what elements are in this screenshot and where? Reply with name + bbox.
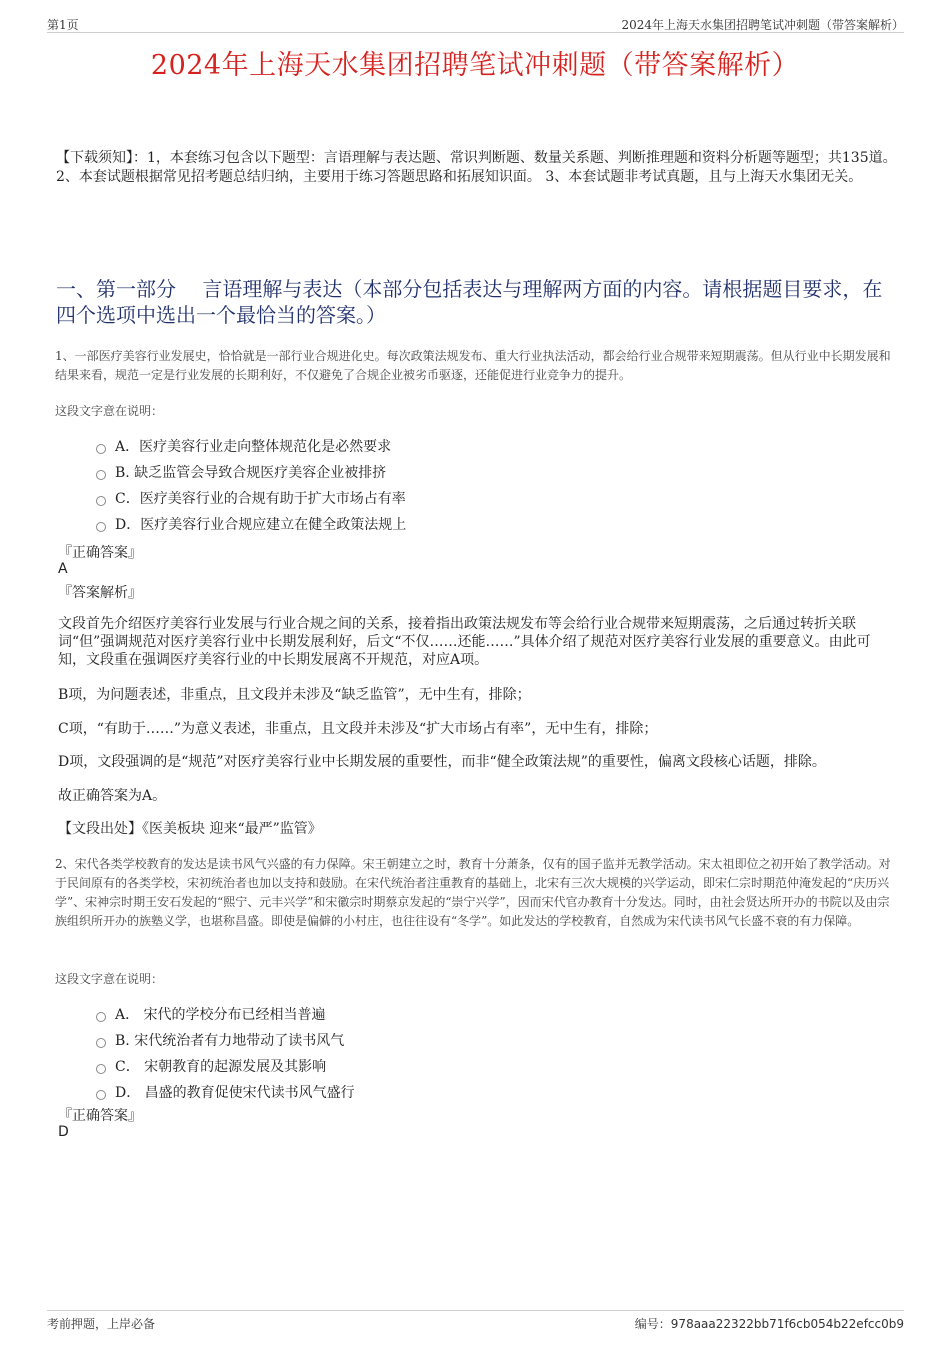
download-notice: 【下载须知】：1，本套练习包含以下题型：言语理解与表达题、常识判断题、数量关系题、判断推理题和资料分析题等题型；共135道。 2、本套试题根据常见招考题总结归纳，主要用于练习答题思路和拓展知识面。 3、本套试题非考试真题，且与上海天水集团无关。 xyxy=(56,150,897,185)
analysis-paragraph: C项，“有助于……”为意义表述，非重点，且文段并未涉及“扩大市场占有率”，无中生有，排除； xyxy=(58,721,658,737)
radio-icon[interactable] xyxy=(96,1064,106,1074)
radio-icon[interactable] xyxy=(96,470,106,480)
footer-code: 编号：978aaa22322bb71f6cb054b22efcc0b9 xyxy=(634,1317,904,1331)
option-b[interactable]: B. 宋代统治者有力地带动了读书风气 xyxy=(96,1027,355,1053)
passage-source: 【文段出处】《医美板块 迎来“最严”监管》 xyxy=(58,821,322,837)
analysis-paragraph: B项，为问题表述，非重点，且文段并未涉及“缺乏监管”，无中生有，排除； xyxy=(58,687,531,703)
question-2-options xyxy=(96,1001,355,1105)
radio-icon[interactable] xyxy=(96,496,106,506)
footer-slogan: 考前押题，上岸必备 xyxy=(47,1317,156,1331)
radio-icon[interactable] xyxy=(96,444,106,454)
answer-label: 『正确答案』 xyxy=(58,545,142,561)
question-1-options xyxy=(96,433,406,537)
radio-icon[interactable] xyxy=(96,1038,106,1048)
section-heading: 一、第一部分 言语理解与表达（本部分包括表达与理解两方面的内容。请根据题目要求，在四个选项中选出一个最恰当的答案。） xyxy=(56,277,883,327)
analysis-paragraph: 文段首先介绍医疗美容行业发展与行业合规之间的关系，接着指出政策法规发布等会给行业合规带来短期震荡，之后通过转折关联词“但”强调规范对医疗美容行业中长期发展利好，后文“不仅……还能……”具体介绍了规范对医疗美容行业发展的重要意义。由此可知，文段重在强调医疗美容行业的中长期发展离不开规范，对应A项。 xyxy=(58,616,871,668)
option-c[interactable]: C． 宋朝教育的起源发展及其影响 xyxy=(96,1053,355,1079)
question-1-ask: 这段文字意在说明： xyxy=(55,404,164,418)
page-number: 第1页 xyxy=(47,18,79,32)
option-b[interactable]: B. 缺乏监管会导致合规医疗美容企业被排挤 xyxy=(96,459,406,485)
answer-label: 『正确答案』 xyxy=(58,1108,142,1124)
page-footer xyxy=(47,1310,904,1333)
option-d[interactable]: D．医疗美容行业合规应建立在健全政策法规上 xyxy=(96,511,406,537)
option-a[interactable]: A．医疗美容行业走向整体规范化是必然要求 xyxy=(96,433,406,459)
analysis-conclusion: 故正确答案为A。 xyxy=(58,788,167,804)
page-title: 2024年上海天水集团招聘笔试冲刺题（带答案解析） xyxy=(150,50,800,81)
page-header xyxy=(47,14,904,33)
analysis-label: 『答案解析』 xyxy=(58,585,142,601)
answer-value: A xyxy=(58,561,68,577)
question-2-stem: 2、宋代各类学校教育的发达是读书风气兴盛的有力保障。宋王朝建立之时，教育十分萧条，仅有的国子监并无教学活动。宋太祖即位之初开始了教学活动。对于民间原有的各类学校，宋初统治者也加以支持和鼓励。在宋代统治者注重教育的基础上，北宋有三次大规模的兴学运动，即宋仁宗时期范仲淹发起的“庆历兴学”、宋神宗时期王安石发起的“熙宁、元丰兴学”和宋徽宗时期蔡京发起的“崇宁兴学”，因而宋代官办教育十分发达。同时，由社会贤达所开办的书院以及由宗族组织所开办的族塾义学，也堪称昌盛。即使是偏僻的小村庄，也往往设有“冬学”。如此发达的学校教育，自然成为宋代读书风气长盛不衰的有力保障。 xyxy=(55,857,891,928)
header-doc-title: 2024年上海天水集团招聘笔试冲刺题（带答案解析） xyxy=(621,18,904,32)
question-2-ask: 这段文字意在说明： xyxy=(55,972,164,986)
answer-value: D xyxy=(58,1124,69,1140)
question-1-stem: 1、一部医疗美容行业发展史，恰恰就是一部行业合规进化史。每次政策法规发布、重大行业执法活动，都会给行业合规带来短期震荡。但从行业中长期发展和结果来看，规范一定是行业发展的长期利好，不仅避免了合规企业被劣币驱逐，还能促进行业竞争力的提升。 xyxy=(55,349,891,382)
radio-icon[interactable] xyxy=(96,522,106,532)
option-a[interactable]: A． 宋代的学校分布已经相当普遍 xyxy=(96,1001,355,1027)
option-d[interactable]: D． 昌盛的教育促使宋代读书风气盛行 xyxy=(96,1079,355,1105)
option-c[interactable]: C．医疗美容行业的合规有助于扩大市场占有率 xyxy=(96,485,406,511)
radio-icon[interactable] xyxy=(96,1012,106,1022)
analysis-paragraph: D项，文段强调的是“规范”对医疗美容行业中长期发展的重要性，而非“健全政策法规”的重要性，偏离文段核心话题，排除。 xyxy=(58,754,826,770)
radio-icon[interactable] xyxy=(96,1090,106,1100)
